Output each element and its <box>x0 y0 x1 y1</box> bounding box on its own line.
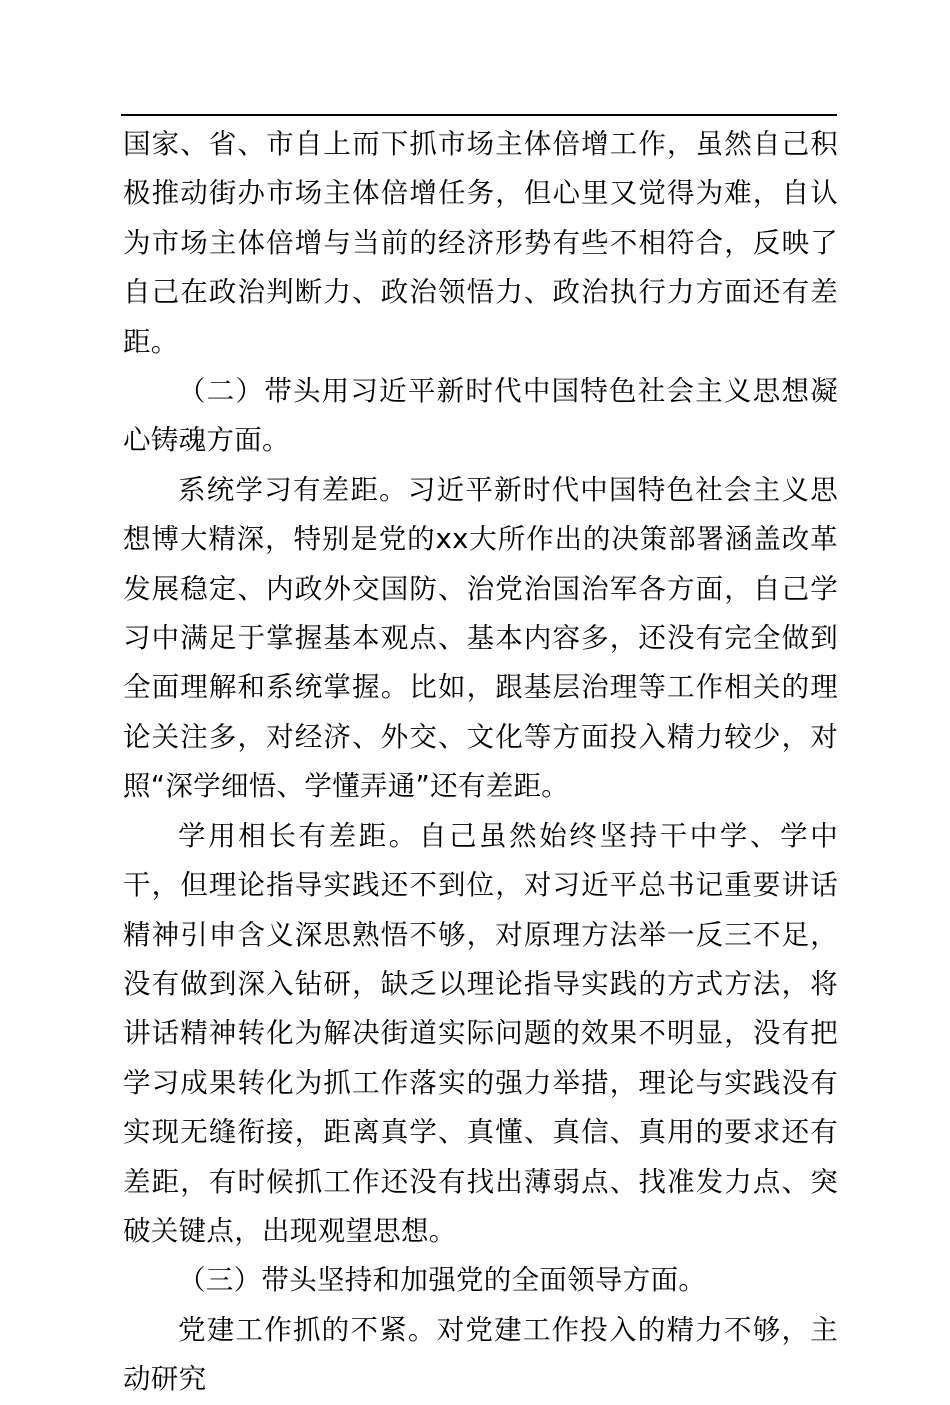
paragraph-application-gap: 学用相长有差距。自己虽然始终坚持干中学、学中干，但理论指导实践还不到位，对习近平总书记重要讲话精神引申含义深思熟悟不够，对原理方法举一反三不足，没有做到深入钻研，缺乏以理论指导实践的方式方法，将讲话精神转化为解决街道实际问题的效果不明显，没有把学习成果转化为抓工作落实的强力举措，理论与实践没有实现无缝衔接，距离真学、真懂、真信、真用的要求还有差距，有时候抓工作还没有找出薄弱点、找准发力点、突破关键点，出现观望思想。 <box>123 819 838 1247</box>
section-heading-3: （三）带头坚持和加强党的全面领导方面。 <box>178 1264 707 1297</box>
paragraph-study-gap: 系统学习有差距。习近平新时代中国特色社会主义思想博大精深，特别是党的xx大所作出的决策部署涵盖改革发展稳定、内政外交国防、治党治国治军各方面，自己学习中满足于掌握基本观点、基本内容多，还没有完全做到全面理解和系统掌握。比如，跟基层治理等工作相关的理论关注多，对经济、外交、文化等方面投入精力较少，对照“深学细悟、学懂弄通”还有差距。 <box>123 473 838 803</box>
section-heading-2: （二）带头用习近平新时代中国特色社会主义思想凝心铸魂方面。 <box>123 375 838 457</box>
paragraph-continued: 国家、省、市自上而下抓市场主体倍增工作，虽然自己积极推动街办市场主体倍增任务，但心里又觉得为难，自认为市场主体倍增与当前的经济形势有些不相符合，反映了自己在政治判断力、政治领悟力、政治执行力方面还有差距。 <box>123 128 838 358</box>
document-body <box>123 120 838 1405</box>
paragraph-party-building: 党建工作抓的不紧。对党建工作投入的精力不够，主动研究 <box>123 1313 838 1396</box>
header-rule <box>121 114 837 116</box>
